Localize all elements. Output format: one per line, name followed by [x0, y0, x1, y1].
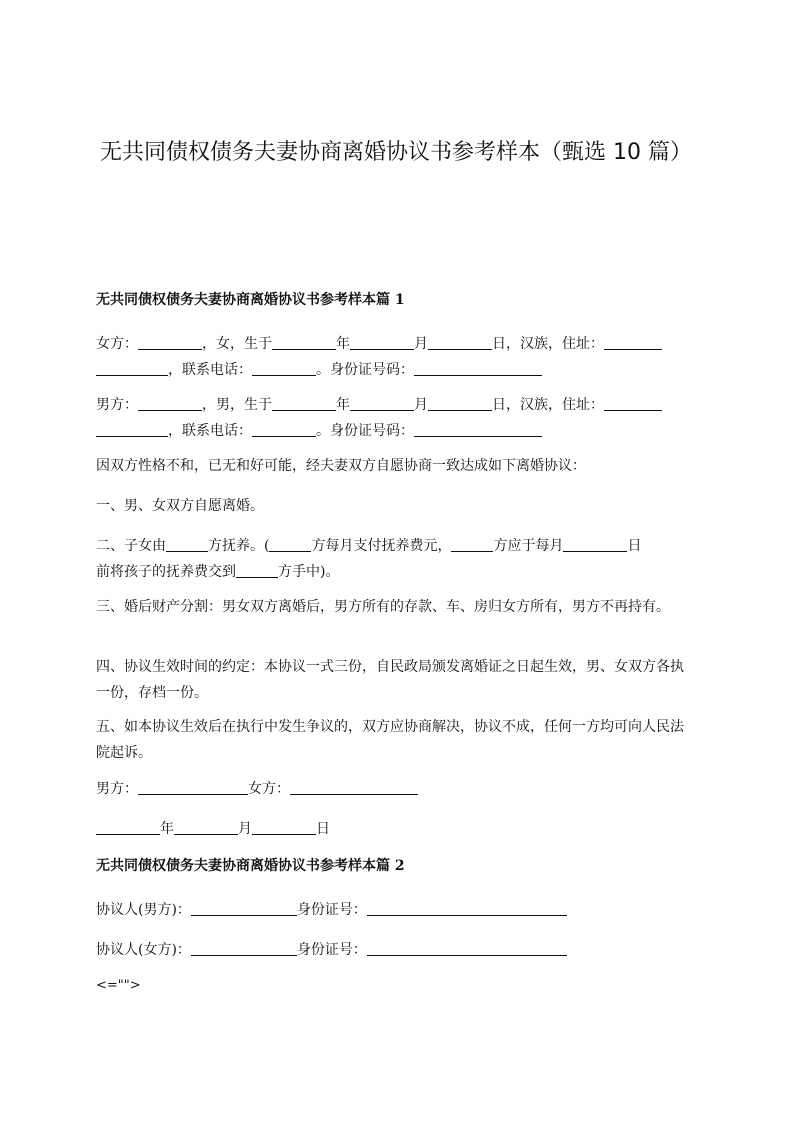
- male-birth-day-blank: [428, 396, 492, 411]
- male-signature-label: 男方：: [96, 781, 138, 797]
- payment-day-blank: [563, 537, 627, 552]
- payer-party-blank: [269, 537, 311, 552]
- male-info-paragraph: [96, 392, 696, 444]
- male-name-blank: [138, 396, 202, 411]
- party-female-name-blank: [191, 941, 297, 956]
- male-birth-year-blank: [272, 396, 336, 411]
- clause-2-text-a: 二、子女由: [96, 538, 166, 554]
- male-address-blank-2: [96, 422, 168, 437]
- document-title: 无共同债权债务夫妻协商离婚协议书参考样本（甄选 10 篇）: [100, 140, 692, 165]
- party-female-id-blank: [367, 941, 567, 956]
- clause-2-text-b: 方抚养。(: [208, 538, 270, 554]
- female-address-text: 日，汉族，住址：: [492, 336, 604, 352]
- date-day-text: 日: [316, 821, 330, 837]
- party-male-id-label: 身份证号：: [296, 902, 367, 918]
- payer-party-blank-2: [451, 537, 493, 552]
- clause-4: 四、协议生效时间的约定：本协议一式三份，自民政局颁发离婚证之日起生效，男、女双方各执一份，存档一份。: [96, 659, 684, 701]
- female-phone-text: ，联系电话：: [168, 362, 252, 378]
- party-female-label: 协议人(女方)：: [96, 942, 191, 958]
- female-id-blank: [414, 361, 542, 376]
- male-phone-blank: [252, 422, 316, 437]
- date-month-text: 月: [238, 821, 252, 837]
- receiver-party-blank: [236, 563, 278, 578]
- clause-2-text-f: 前将孩子的抚养费交到: [96, 564, 236, 580]
- clause-2-text-e: 日: [627, 538, 642, 554]
- female-label: 女方：: [96, 336, 138, 352]
- male-phone-text: ，联系电话：: [168, 423, 252, 439]
- intro-paragraph: 因双方性格不和，已无和好可能，经夫妻双方自愿协商一致达成如下离婚协议：: [96, 458, 586, 474]
- year-text: 年: [336, 397, 350, 413]
- signature-line: [96, 776, 418, 802]
- male-signature-blank: [138, 780, 248, 795]
- stray-markup-text: <="">: [96, 978, 141, 993]
- custody-party-blank: [166, 537, 208, 552]
- month-text: 月: [414, 397, 428, 413]
- clause-2-text-d: 方应于每月: [493, 538, 564, 554]
- clause-2: [96, 533, 696, 585]
- date-year-blank: [96, 820, 160, 835]
- date-year-text: 年: [160, 821, 174, 837]
- male-label: 男方：: [96, 397, 138, 413]
- female-signature-label: 女方：: [248, 781, 290, 797]
- party-female-id-label: 身份证号：: [296, 942, 367, 958]
- clause-2-text-g: 方手中)。: [278, 564, 340, 580]
- female-id-text: 。身份证号码：: [316, 362, 414, 378]
- male-birth-month-blank: [350, 396, 414, 411]
- clause-3: 三、婚后财产分割：男女双方离婚后，男方所有的存款、车、房归女方所有，男方不再持有。: [96, 599, 670, 615]
- party-male-line: [96, 897, 567, 923]
- female-name-blank: [138, 335, 202, 350]
- female-sex-text: ，女，生于: [202, 336, 272, 352]
- month-text: 月: [414, 336, 428, 352]
- male-address-blank: [604, 396, 662, 411]
- female-birth-month-blank: [350, 335, 414, 350]
- clause-1: 一、男、女双方自愿离婚。: [96, 498, 264, 514]
- clause-5: 五、如本协议生效后在执行中发生争议的，双方应协商解决，协议不成，任何一方均可向人民法院起诉。: [96, 719, 684, 761]
- female-signature-blank: [290, 780, 418, 795]
- section-heading-1: 无共同债权债务夫妻协商离婚协议书参考样本篇 1: [96, 292, 405, 308]
- female-birth-year-blank: [272, 335, 336, 350]
- male-address-text: 日，汉族，住址：: [492, 397, 604, 413]
- clause-2-text-c: 方每月支付抚养费元，: [311, 538, 452, 554]
- party-male-id-blank: [367, 901, 567, 916]
- date-day-blank: [252, 820, 316, 835]
- party-male-label: 协议人(男方)：: [96, 902, 191, 918]
- female-info-paragraph: [96, 331, 696, 383]
- female-phone-blank: [252, 361, 316, 376]
- male-sex-text: ，男，生于: [202, 397, 272, 413]
- date-line: [96, 816, 330, 842]
- female-address-blank: [604, 335, 662, 350]
- female-address-blank-2: [96, 361, 168, 376]
- year-text: 年: [336, 336, 350, 352]
- party-male-name-blank: [191, 901, 297, 916]
- male-id-blank: [414, 422, 542, 437]
- male-id-text: 。身份证号码：: [316, 423, 414, 439]
- section-heading-2: 无共同债权债务夫妻协商离婚协议书参考样本篇 2: [96, 858, 405, 874]
- female-birth-day-blank: [428, 335, 492, 350]
- party-female-line: [96, 937, 567, 963]
- date-month-blank: [174, 820, 238, 835]
